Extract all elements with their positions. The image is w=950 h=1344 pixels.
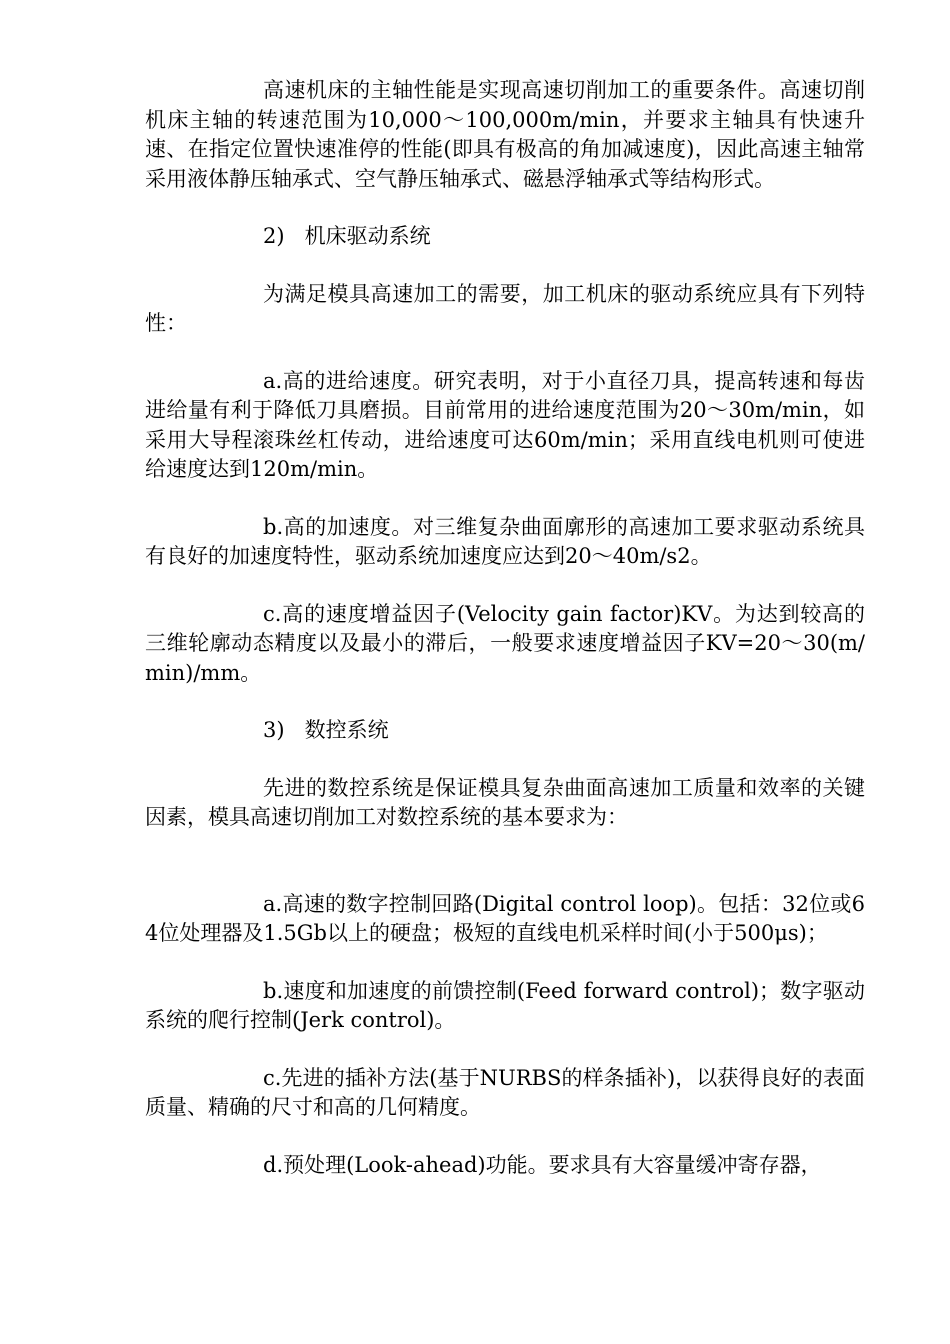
paragraph-cnc-intro: 先进的数控系统是保证模具复杂曲面高速加工质量和效率的关键因素，模具高速切削加工对数控系统的基本要求为： [145, 775, 865, 829]
section-heading-cnc-system: 3) 数控系统 [263, 718, 389, 742]
paragraph-acceleration: b.高的加速度。对三维复杂曲面廓形的高速加工要求驱动系统具有良好的加速度特性，驱动系统加速度应达到20～40m/s2。 [145, 514, 865, 568]
document-page [145, 76, 865, 1180]
paragraph-spindle: 高速机床的主轴性能是实现高速切削加工的重要条件。高速切削机床主轴的转速范围为10,000～100,000m/min，并要求主轴具有快速升速、在指定位置快速准停的性能(即具有极高的角加减速度)，因此高速主轴常采用液体静压轴承式、空气静压轴承式、磁悬浮轴承式等结构形式。 [145, 78, 865, 191]
paragraph-drive-intro: 为满足模具高速加工的需要，加工机床的驱动系统应具有下列特性： [145, 281, 865, 335]
paragraph-interpolation: c.先进的插补方法(基于NURBS的样条插补)，以获得良好的表面质量、精确的尺寸和高的几何精度。 [145, 1065, 865, 1119]
section-heading-drive-system: 2) 机床驱动系统 [263, 224, 431, 248]
paragraph-feed-forward: b.速度和加速度的前馈控制(Feed forward control)；数字驱动系统的爬行控制(Jerk control)。 [145, 978, 865, 1032]
paragraph-digital-loop: a.高速的数字控制回路(Digital control loop)。包括：32位或64位处理器及1.5Gb以上的硬盘；极短的直线电机采样时间(小于500μs)； [145, 891, 865, 945]
paragraph-velocity-gain: c.高的速度增益因子(Velocity gain factor)KV。为达到较高的三维轮廓动态精度以及最小的滞后，一般要求速度增益因子KV=20～30(m/min)/mm。 [145, 601, 865, 685]
paragraph-look-ahead: d.预处理(Look-ahead)功能。要求具有大容量缓冲寄存器， [263, 1152, 822, 1177]
paragraph-feed-speed: a.高的进给速度。研究表明，对于小直径刀具，提高转速和每齿进给量有利于降低刀具磨损。目前常用的进给速度范围为20～30m/min，如采用大导程滚珠丝杠传动，进给速度可达60m/min；采用直线电机则可使进给速度达到120m/min。 [145, 368, 865, 481]
